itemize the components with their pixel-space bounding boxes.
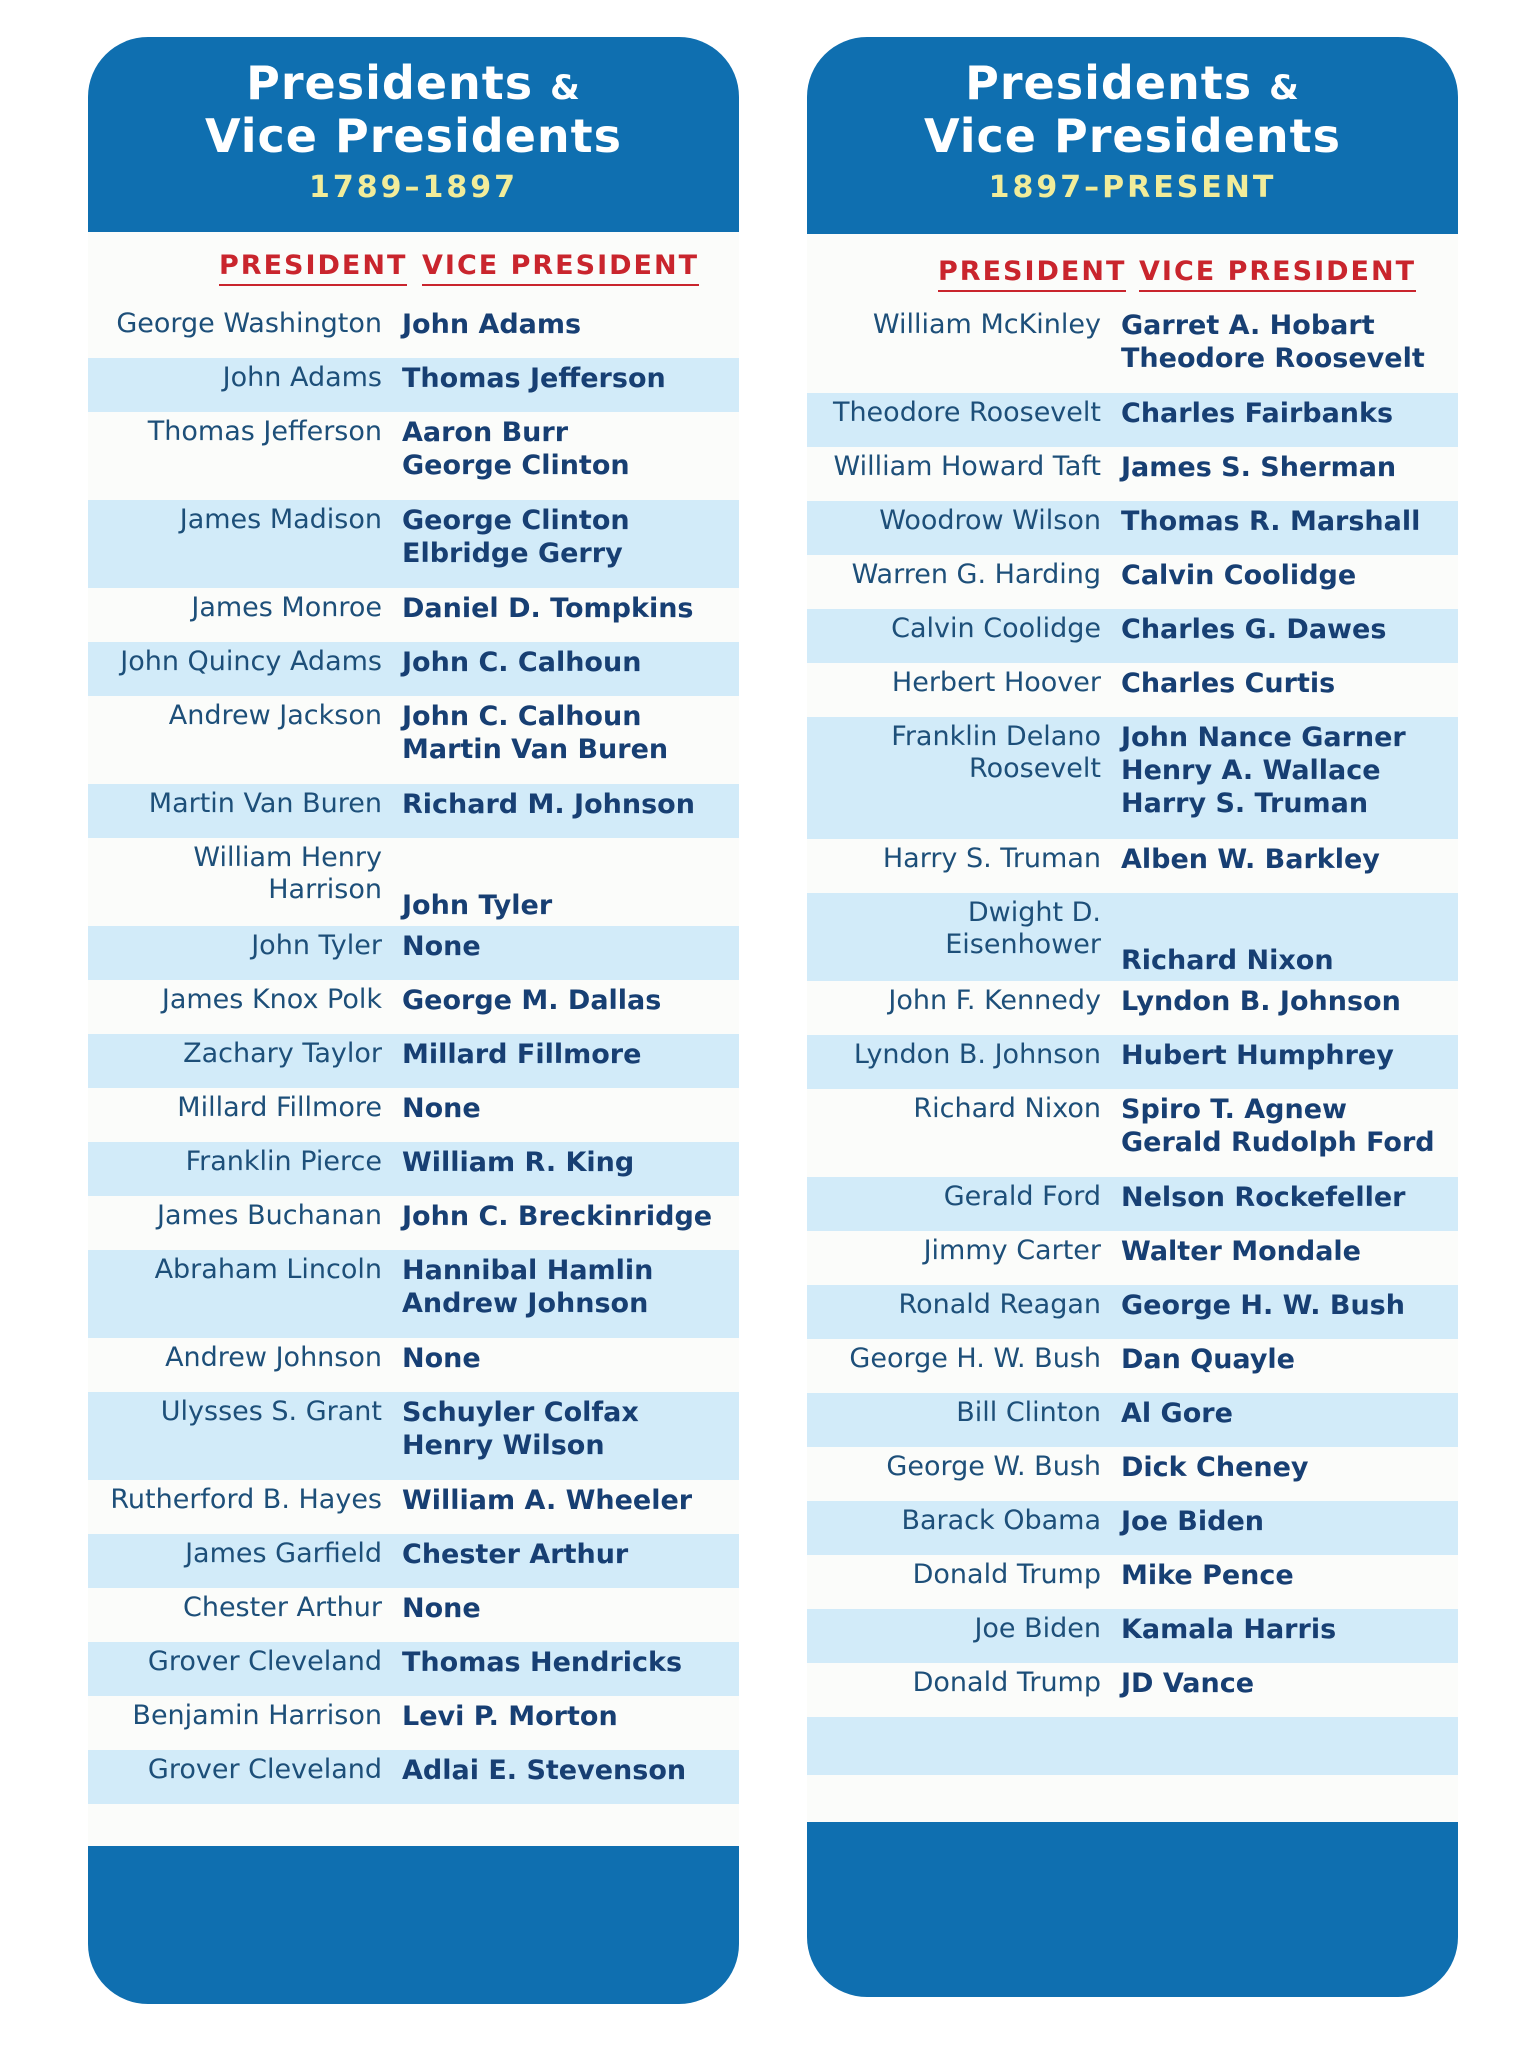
- president-name: Rutherford B. Hayes: [110, 1484, 382, 1515]
- vice-president-name: Lyndon B. Johnson: [1121, 986, 1401, 1017]
- table-row: [807, 501, 1458, 555]
- president-name: Andrew Jackson: [168, 700, 382, 731]
- table-row: [807, 1501, 1458, 1555]
- vice-president-name: Daniel D. Tompkins: [402, 593, 694, 624]
- vice-president-name: None: [402, 931, 481, 962]
- table-row: [807, 609, 1458, 663]
- president-name: Barack Obama: [901, 1505, 1101, 1536]
- vice-president-name: Al Gore: [1121, 1398, 1233, 1429]
- president-name: Jimmy Carter: [923, 1235, 1101, 1266]
- table-row: [88, 696, 739, 784]
- vice-president-name: Calvin Coolidge: [1121, 560, 1357, 591]
- vice-president-name: Charles Fairbanks: [1121, 398, 1394, 429]
- table-row: [88, 500, 739, 588]
- vice-president-name: Levi P. Morton: [402, 1701, 618, 1732]
- president-name: Andrew Johnson: [165, 1342, 382, 1373]
- president-name: James Knox Polk: [161, 984, 382, 1015]
- title-ampersand: &: [1269, 68, 1300, 108]
- year-range: 1789–1897: [309, 170, 518, 205]
- vice-president-name: Alben W. Barkley: [1121, 844, 1380, 875]
- table-row: [88, 1642, 739, 1696]
- table-row: [807, 839, 1458, 893]
- column-header-vice-president: VICE PRESIDENT: [1139, 256, 1416, 292]
- table-row: [807, 393, 1458, 447]
- table-row: [88, 1588, 739, 1642]
- table-row: [807, 1555, 1458, 1609]
- table-row: [807, 717, 1458, 839]
- president-name: John Adams: [222, 362, 382, 393]
- vice-president-name: Aaron Burr George Clinton: [402, 417, 630, 481]
- president-name: George H. W. Bush: [849, 1343, 1101, 1374]
- president-name: William Henry Harrison: [193, 842, 382, 905]
- president-name: Ulysses S. Grant: [160, 1396, 382, 1427]
- president-name: Thomas Jefferson: [147, 416, 382, 447]
- table-row: [807, 893, 1458, 981]
- vice-president-name: John C. Breckinridge: [402, 1201, 713, 1232]
- president-name: Donald Trump: [912, 1559, 1101, 1590]
- vice-president-name: Hannibal Hamlin Andrew Johnson: [402, 1255, 654, 1319]
- president-name: Gerald Ford: [943, 1181, 1101, 1212]
- president-name: Franklin Pierce: [185, 1146, 382, 1177]
- vice-president-name: Adlai E. Stevenson: [402, 1755, 687, 1786]
- column-header-president: PRESIDENT: [219, 250, 407, 286]
- vice-president-name: John C. Calhoun: [402, 647, 642, 678]
- president-name: Abraham Lincoln: [154, 1254, 382, 1285]
- table-row: [88, 1250, 739, 1338]
- president-name: James Monroe: [191, 592, 382, 623]
- president-name: James Garfield: [185, 1538, 382, 1569]
- vice-president-name: John Nance Garner Henry A. Wallace Harry S. Truman: [1121, 722, 1406, 819]
- vice-president-name: William R. King: [402, 1147, 635, 1178]
- vice-president-name: None: [402, 1593, 481, 1624]
- table-row: [807, 1717, 1458, 1775]
- title-presidents: Presidents: [246, 56, 534, 110]
- table-row: [88, 1088, 739, 1142]
- year-range: 1897–PRESENT: [988, 170, 1277, 205]
- vice-president-name: John Adams: [402, 309, 582, 340]
- president-name: Martin Van Buren: [148, 788, 382, 819]
- vice-president-name: James S. Sherman: [1121, 452, 1397, 483]
- vice-president-name: Charles Curtis: [1121, 668, 1336, 699]
- table-row: [88, 588, 739, 642]
- table-row: [88, 412, 739, 500]
- table-row: [807, 1339, 1458, 1393]
- bookmark-header: [88, 37, 739, 232]
- president-name: George Washington: [116, 308, 382, 339]
- vice-president-name: William A. Wheeler: [402, 1485, 693, 1516]
- president-name: Millard Fillmore: [177, 1092, 382, 1123]
- vice-president-name: JD Vance: [1121, 1668, 1255, 1699]
- vice-president-name: Spiro T. Agnew Gerald Rudolph Ford: [1121, 1094, 1435, 1158]
- vice-president-name: Schuyler Colfax Henry Wilson: [402, 1397, 639, 1461]
- bookmark-1897-present: [807, 37, 1458, 1997]
- bookmark-footer: [807, 1822, 1458, 1997]
- title-presidents: Presidents: [965, 56, 1253, 110]
- president-name: Dwight D. Eisenhower: [945, 897, 1101, 960]
- president-name: Grover Cleveland: [147, 1754, 382, 1785]
- president-name: Harry S. Truman: [882, 843, 1101, 874]
- president-name: Herbert Hoover: [891, 667, 1101, 698]
- table-row: [807, 1285, 1458, 1339]
- bookmark-title: [807, 37, 1458, 163]
- vice-president-name: Hubert Humphrey: [1121, 1040, 1394, 1071]
- vice-president-name: Garret A. Hobart Theodore Roosevelt: [1121, 310, 1425, 374]
- vice-president-name: John Tyler: [402, 890, 553, 921]
- vice-president-name: Dick Cheney: [1121, 1452, 1309, 1483]
- column-header-vice-president: VICE PRESIDENT: [422, 250, 699, 286]
- table-row: [807, 305, 1458, 393]
- table-row: [88, 838, 739, 926]
- president-name: William Howard Taft: [833, 451, 1101, 482]
- bookmark-1789-1897: [88, 37, 739, 2004]
- vice-president-name: Thomas Jefferson: [402, 363, 666, 394]
- president-name: William McKinley: [872, 309, 1101, 340]
- title-vice-presidents: Vice Presidents: [204, 109, 623, 163]
- president-name: Chester Arthur: [182, 1592, 382, 1623]
- president-name: Zachary Taylor: [183, 1038, 382, 1069]
- bookmark-footer: [88, 1846, 739, 2004]
- vice-president-name: Kamala Harris: [1121, 1614, 1337, 1645]
- vice-president-name: Thomas R. Marshall: [1121, 506, 1421, 537]
- vice-president-name: Thomas Hendricks: [402, 1647, 683, 1678]
- vice-president-name: Dan Quayle: [1121, 1344, 1295, 1375]
- table-row: [88, 1750, 739, 1804]
- table-row: [807, 447, 1458, 501]
- table-row: [88, 1480, 739, 1534]
- vice-president-name: George Clinton Elbridge Gerry: [402, 505, 630, 569]
- table-row: [807, 981, 1458, 1035]
- table-row: [88, 980, 739, 1034]
- vice-president-name: Millard Fillmore: [402, 1039, 642, 1070]
- table-row: [88, 1338, 739, 1392]
- table-row: [807, 1609, 1458, 1663]
- president-name: John Tyler: [251, 930, 382, 961]
- vice-president-name: Walter Mondale: [1121, 1236, 1361, 1267]
- vice-president-name: George M. Dallas: [402, 985, 662, 1016]
- table-row: [807, 1089, 1458, 1177]
- president-name: Calvin Coolidge: [891, 613, 1101, 644]
- president-name: Donald Trump: [912, 1667, 1101, 1698]
- column-header-president: PRESIDENT: [938, 256, 1126, 292]
- vice-president-name: Joe Biden: [1121, 1506, 1265, 1537]
- table-row: [807, 1393, 1458, 1447]
- vice-president-name: Charles G. Dawes: [1121, 614, 1387, 645]
- president-name: Woodrow Wilson: [879, 505, 1101, 536]
- president-name: Theodore Roosevelt: [832, 397, 1101, 428]
- bookmark-header: [807, 37, 1458, 234]
- president-name: George W. Bush: [886, 1451, 1101, 1482]
- president-name: James Madison: [179, 504, 382, 535]
- title-vice-presidents: Vice Presidents: [923, 109, 1342, 163]
- table-row: [88, 358, 739, 412]
- title-ampersand: &: [550, 68, 581, 108]
- table-row: [88, 926, 739, 980]
- table-row: [88, 642, 739, 696]
- table-row: [88, 304, 739, 358]
- table-row: [88, 784, 739, 838]
- table-row: [88, 1142, 739, 1196]
- table-row: [807, 555, 1458, 609]
- vice-president-name: Chester Arthur: [402, 1539, 629, 1570]
- table-row: [807, 1177, 1458, 1231]
- table-row: [807, 1447, 1458, 1501]
- president-table: [88, 304, 739, 1804]
- vice-president-name: George H. W. Bush: [1121, 1290, 1405, 1321]
- president-name: Franklin Delano Roosevelt: [891, 721, 1101, 784]
- president-name: Joe Biden: [974, 1613, 1101, 1644]
- president-name: James Buchanan: [157, 1200, 382, 1231]
- table-row: [807, 1231, 1458, 1285]
- vice-president-name: Mike Pence: [1121, 1560, 1294, 1591]
- table-row: [807, 1663, 1458, 1717]
- president-name: Lyndon B. Johnson: [853, 1039, 1101, 1070]
- vice-president-name: None: [402, 1343, 481, 1374]
- table-row: [88, 1696, 739, 1750]
- bookmark-title: [88, 37, 739, 163]
- table-row: [88, 1196, 739, 1250]
- table-row: [88, 1034, 739, 1088]
- vice-president-name: Richard M. Johnson: [402, 789, 695, 820]
- table-row: [807, 1035, 1458, 1089]
- vice-president-name: Nelson Rockefeller: [1121, 1182, 1406, 1213]
- president-name: John Quincy Adams: [120, 646, 382, 677]
- president-name: John F. Kennedy: [888, 985, 1101, 1016]
- president-name: Bill Clinton: [956, 1397, 1101, 1428]
- president-name: Warren G. Harding: [851, 559, 1101, 590]
- vice-president-name: John C. Calhoun Martin Van Buren: [402, 701, 669, 765]
- table-row: [807, 663, 1458, 717]
- table-row: [88, 1392, 739, 1480]
- president-name: Richard Nixon: [913, 1093, 1101, 1124]
- vice-president-name: Richard Nixon: [1121, 945, 1334, 976]
- vice-president-name: None: [402, 1093, 481, 1124]
- president-name: Ronald Reagan: [898, 1289, 1101, 1320]
- president-name: Grover Cleveland: [147, 1646, 382, 1677]
- table-row: [88, 1534, 739, 1588]
- president-name: Benjamin Harrison: [132, 1700, 382, 1731]
- president-table: [807, 305, 1458, 1775]
